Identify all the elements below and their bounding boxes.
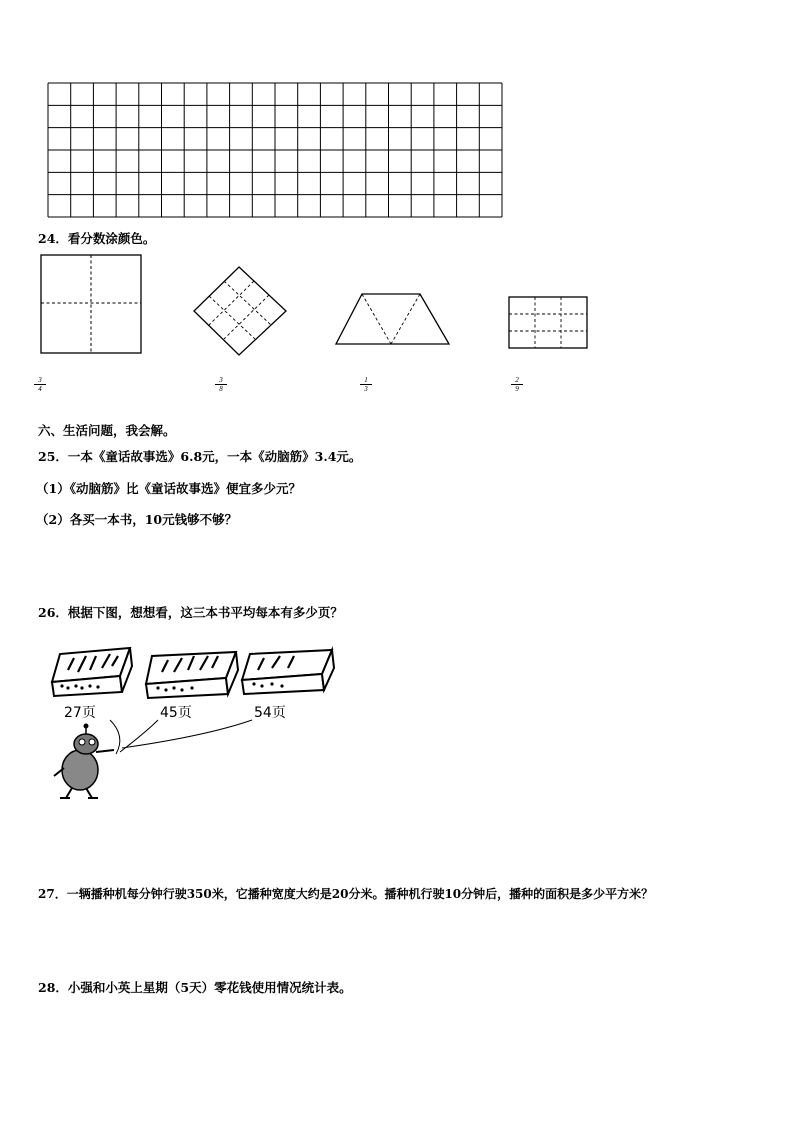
square-grid bbox=[47, 82, 503, 218]
book-3-icon bbox=[242, 650, 334, 694]
question-25-title: 25．一本《童话故事选》6.8元，一本《动脑筋》3.4元。 bbox=[38, 449, 362, 464]
book-1-icon bbox=[52, 648, 132, 696]
question-24-title: 24．看分数涂颜色。 bbox=[38, 231, 156, 246]
cartoon-character-icon bbox=[54, 724, 114, 799]
shape-rectangle-ninths bbox=[508, 296, 590, 350]
book-2-pages: 45页 bbox=[160, 705, 192, 721]
fraction-label: $\frac{3}{4}$ bbox=[34, 376, 46, 393]
shape-square-quarters bbox=[40, 254, 144, 356]
book-2-icon bbox=[146, 652, 238, 698]
question-26-title: 26．根据下图，想想看，这三本书平均每本有多少页？ bbox=[38, 605, 343, 620]
question-25-part-2: （2）各买一本书，10元钱够不够？ bbox=[36, 512, 238, 527]
section-6-title: 六、生活问题，我会解。 bbox=[38, 423, 176, 438]
fraction-label: $\frac{1}{3}$ bbox=[360, 376, 372, 393]
fraction-label: $\frac{3}{8}$ bbox=[215, 376, 227, 393]
book-3-pages: 54页 bbox=[254, 705, 286, 721]
question-27-title: 27．一辆播种机每分钟行驶350米，它播种宽度大约是20分米。播种机行驶10分钟后，播种的面积是多少平方米？ bbox=[38, 887, 654, 901]
book-1-pages: 27页 bbox=[64, 705, 96, 721]
question-25-part-1: （1）《动脑筋》比《童话故事选》便宜多少元？ bbox=[36, 481, 301, 496]
books-illustration bbox=[46, 640, 338, 808]
shape-trapezoid bbox=[334, 292, 452, 348]
shape-diamond-grid bbox=[192, 265, 288, 359]
fraction-label: $\frac{2}{9}$ bbox=[511, 376, 523, 393]
question-28-title: 28．小强和小英上星期（5天）零花钱使用情况统计表。 bbox=[38, 980, 352, 995]
